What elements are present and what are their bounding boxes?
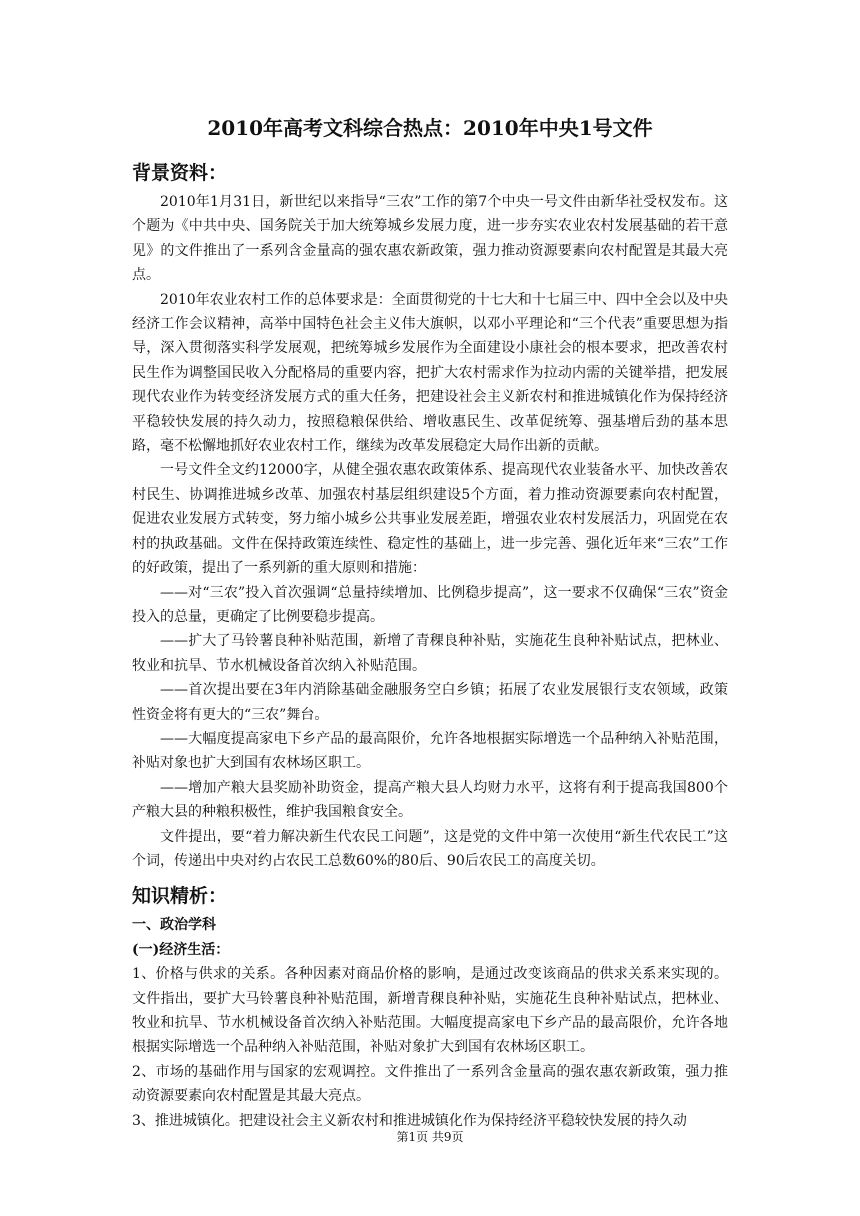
background-heading: 背景资料： [132,162,228,184]
background-paragraph: 2010年1月31日，新世纪以来指导“三农”工作的第7个中央一号文件由新华社受权发布。这个题为《中共中央、国务院关于加大统筹城乡发展力度，进一步夯实农业农村发展基础的若干意见》的文件推出了一系列含金量高的强农惠农新政策，强力推动资源要素向农村配置是其最大亮点。 [132,194,728,284]
analysis-item: 3、推进城镇化。把建设社会主义新农村和推进城镇化作为保持经济平稳较快发展的持久动 [132,1112,687,1129]
policy-measure: ——首次提出要在3年内消除基础金融服务空白乡镇；拓展了农业发展银行支农领域，政策性资金将有更大的“三农”舞台。 [132,682,728,723]
background-paragraph: 文件提出，要“着力解决新生代农民工问题”，这是党的文件中第一次使用“新生代农民工”这个词，传递出中央对约占农民工总数60%的80后、90后农民工的高度关切。 [132,828,728,869]
policy-measure: ——增加产粮大县奖励补助资金，提高产粮大县人均财力水平，这将有利于提高我国800个产粮大县的种粮积极性，维护我国粮食安全。 [132,779,728,821]
background-paragraph: 一号文件全文约12000字，从健全强农惠农政策体系、提高现代农业装备水平、加快改善农村民生、协调推进城乡改革、加强农村基层组织建设5个方面，着力推动资源要素向农村配置，促进农业发展方式转变，努力缩小城乡公共事业发展差距，增强农业农村发展活力，巩固党在农村的执政基础。文件在保持政策连续性、稳定性的基础上，进一步完善、强化近年来“三农”工作的好政策，提出了一系列新的重大原则和措施： [132,462,728,577]
analysis-heading: 知识精析： [132,885,228,908]
analysis-item: 2、市场的基础作用与国家的宏观调控。文件推出了一系列含金量高的强农惠农新政策，强力推动资源要素向农村配置是其最大亮点。 [132,1063,728,1105]
document-body [132,160,728,1133]
analysis-item: 1、价格与供求的关系。各种因素对商品价格的影响，是通过改变该商品的供求关系来实现的。文件指出，要扩大马铃薯良种补贴范围，新增青稞良种补贴，实施花生良种补贴试点，把林业、牧业和抗旱、节水机械设备首次纳入补贴范围。大幅度提高家电下乡产品的最高限价，允许各地根据实际增选一个品种纳入补贴范围，补贴对象扩大到国有农林场区职工。 [132,966,728,1056]
document-title: 2010年高考文科综合热点：2010年中央1号文件 [207,116,653,140]
page-number: 第1页 共9页 [396,1130,464,1144]
subject-heading: 一、政治学科 [132,917,216,934]
subsection-heading: (一)经济生活： [132,941,230,958]
background-paragraph: 2010年农业农村工作的总体要求是：全面贯彻党的十七大和十七届三中、四中全会以及中央经济工作会议精神，高举中国特色社会主义伟大旗帜，以邓小平理论和“三个代表”重要思想为指导，深入贯彻落实科学发展观，把统筹城乡发展作为全面建设小康社会的根本要求，把改善农村民生作为调整国民收入分配格局的重要内容，把扩大农村需求作为拉动内需的关键举措，把发展现代农业作为转变经济发展方式的重大任务，把建设社会主义新农村和推进城镇化作为保持经济平稳较快发展的持久动力，按照稳粮保供给、增收惠民生、改革促统筹、强基增后劲的基本思路，毫不松懈地抓好农业农村工作，继续为改革发展稳定大局作出新的贡献。 [132,291,728,455]
policy-measure: ——大幅度提高家电下乡产品的最高限价，允许各地根据实际增选一个品种纳入补贴范围，补贴对象也扩大到国有农林场区职工。 [132,730,728,772]
policy-measure: ——扩大了马铃薯良种补贴范围，新增了青稞良种补贴，实施花生良种补贴试点，把林业、牧业和抗旱、节水机械设备首次纳入补贴范围。 [132,633,728,674]
policy-measure: ——对“三农”投入首次强调“总量持续增加、比例稳步提高”，这一要求不仅确保“三农”资金投入的总量，更确定了比例要稳步提高。 [132,584,728,625]
